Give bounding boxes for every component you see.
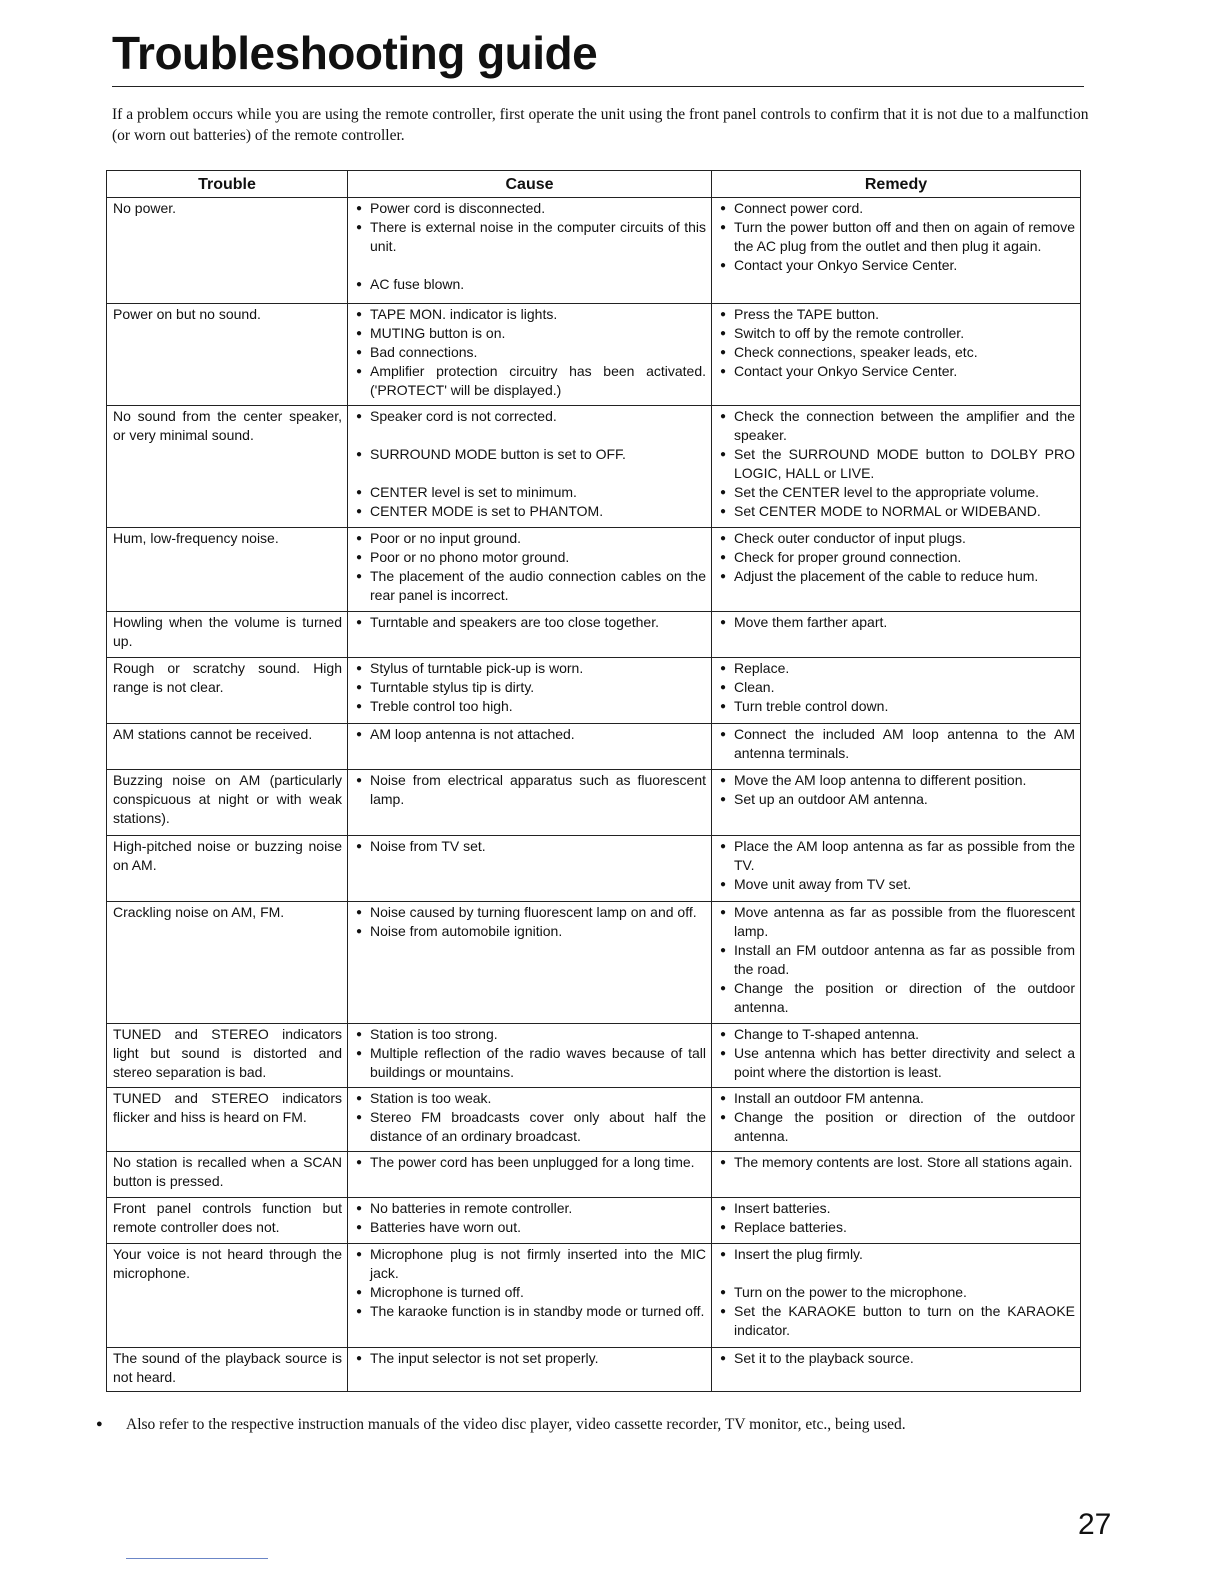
header-trouble: Trouble — [107, 171, 348, 198]
cause-item: ● TAPE MON. indicator is lights. — [354, 305, 706, 324]
cause-item: ● Noise from TV set. — [354, 837, 706, 856]
cause-item: ● Poor or no input ground. — [354, 529, 706, 548]
remedy-item: ● Switch to off by the remote controller. — [718, 324, 1075, 343]
trouble-cell: AM stations cannot be received. — [107, 724, 348, 770]
remedy-item: ● Replace batteries. — [718, 1218, 1075, 1237]
remedy-cell — [712, 1244, 1081, 1348]
cause-item: ● Batteries have worn out. — [354, 1218, 706, 1237]
remedy-item: ● Set CENTER MODE to NORMAL or WIDEBAND. — [718, 502, 1075, 521]
cause-item: ● The karaoke function is in standby mode or turned off. — [354, 1302, 706, 1321]
remedy-cell — [712, 1088, 1081, 1152]
remedy-item: ● Set it to the playback source. — [718, 1349, 1075, 1368]
cause-item: ● Amplifier protection circuitry has been activated. ('PROTECT' will be displayed.) — [354, 362, 706, 400]
cause-item: ● The input selector is not set properly. — [354, 1349, 706, 1368]
table-row — [107, 1198, 1081, 1244]
cause-item: ● MUTING button is on. — [354, 324, 706, 343]
remedy-item: ● Turn treble control down. — [718, 697, 1075, 716]
cause-item: ● CENTER level is set to minimum. — [354, 483, 706, 502]
footnote — [96, 1416, 1096, 1434]
remedy-item: ● Turn the power button off and then on again of remove the AC plug from the outlet and then plug it again. — [718, 218, 1075, 256]
cause-item: ● Station is too weak. — [354, 1089, 706, 1108]
table-row — [107, 902, 1081, 1024]
remedy-item: ● Set the CENTER level to the appropriate volume. — [718, 483, 1075, 502]
cause-item: ● Multiple reflection of the radio waves because of tall buildings or mountains. — [354, 1044, 706, 1082]
cause-cell — [348, 528, 712, 612]
cause-item: ● Bad connections. — [354, 343, 706, 362]
cause-item: ● Noise caused by turning fluorescent lamp on and off. — [354, 903, 706, 922]
cause-item: ● Turntable and speakers are too close together. — [354, 613, 706, 632]
header-remedy: Remedy — [712, 171, 1081, 198]
cause-cell — [348, 1152, 712, 1198]
cause-cell — [348, 724, 712, 770]
cause-cell — [348, 770, 712, 836]
remedy-item: ● Contact your Onkyo Service Center. — [718, 256, 1075, 275]
trouble-cell: Hum, low-frequency noise. — [107, 528, 348, 612]
table-row — [107, 528, 1081, 612]
cause-item: ● AC fuse blown. — [354, 275, 706, 294]
remedy-item: ● Change the position or direction of the outdoor antenna. — [718, 1108, 1075, 1146]
remedy-item: ● Move unit away from TV set. — [718, 875, 1075, 894]
table-row — [107, 770, 1081, 836]
trouble-cell: Howling when the volume is turned up. — [107, 612, 348, 658]
cause-item: ● The power cord has been unplugged for a long time. — [354, 1153, 706, 1172]
cause-cell — [348, 406, 712, 528]
table-row — [107, 612, 1081, 658]
table-header-row — [107, 171, 1081, 198]
remedy-item: ● Check the connection between the amplifier and the speaker. — [718, 407, 1075, 445]
remedy-item: ● The memory contents are lost. Store all stations again. — [718, 1153, 1075, 1172]
cause-cell — [348, 1024, 712, 1088]
remedy-item: ● Move the AM loop antenna to different position. — [718, 771, 1075, 790]
header-cause: Cause — [348, 171, 712, 198]
remedy-item: ● Set up an outdoor AM antenna. — [718, 790, 1075, 809]
cause-item: ● Power cord is disconnected. — [354, 199, 706, 218]
trouble-cell: Power on but no sound. — [107, 304, 348, 406]
remedy-item: ● Insert the plug firmly. — [718, 1245, 1075, 1264]
remedy-item: ● Set the SURROUND MODE button to DOLBY PRO LOGIC, HALL or LIVE. — [718, 445, 1075, 483]
intro-paragraph: If a problem occurs while you are using the remote controller, first operate the unit using the front panel controls to confirm that it is not due to a malfunction (or worn out batteries) of the remote controller. — [112, 106, 1089, 144]
remedy-item: ● Set the KARAOKE button to turn on the KARAOKE indicator. — [718, 1302, 1075, 1340]
remedy-cell — [712, 1024, 1081, 1088]
table-row — [107, 1244, 1081, 1348]
remedy-item: ● Turn on the power to the microphone. — [718, 1283, 1075, 1302]
table-row — [107, 304, 1081, 406]
remedy-cell — [712, 304, 1081, 406]
cause-item: ● The placement of the audio connection cables on the rear panel is incorrect. — [354, 567, 706, 605]
trouble-cell: The sound of the playback source is not heard. — [107, 1348, 348, 1392]
cause-item: ● There is external noise in the computer circuits of this unit. — [354, 218, 706, 256]
trouble-cell: No station is recalled when a SCAN button is pressed. — [107, 1152, 348, 1198]
cause-item: ● Stylus of turntable pick-up is worn. — [354, 659, 706, 678]
remedy-item: ● Connect power cord. — [718, 199, 1075, 218]
remedy-item: ● Install an FM outdoor antenna as far as possible from the road. — [718, 941, 1075, 979]
cause-cell — [348, 304, 712, 406]
cause-item: ● Station is too strong. — [354, 1025, 706, 1044]
cause-cell — [348, 1348, 712, 1392]
remedy-item: ● Change the position or direction of the outdoor antenna. — [718, 979, 1075, 1017]
cause-item: ● AM loop antenna is not attached. — [354, 725, 706, 744]
page-title: Troubleshooting guide — [112, 27, 598, 79]
table-row — [107, 724, 1081, 770]
cause-item: ● Microphone is turned off. — [354, 1283, 706, 1302]
footer-line — [126, 1558, 268, 1559]
footnote-text: Also refer to the respective instruction manuals of the video disc player, video cassette recorder, TV monitor, etc., being used. — [126, 1416, 906, 1433]
remedy-item: ● Move them farther apart. — [718, 613, 1075, 632]
cause-cell — [348, 836, 712, 902]
remedy-cell — [712, 658, 1081, 724]
bullet-icon: ● — [96, 1418, 103, 1430]
cause-item: ● Speaker cord is not corrected. — [354, 407, 706, 426]
cause-cell — [348, 902, 712, 1024]
remedy-cell — [712, 528, 1081, 612]
table-row — [107, 836, 1081, 902]
remedy-cell — [712, 836, 1081, 902]
trouble-cell: Crackling noise on AM, FM. — [107, 902, 348, 1024]
remedy-cell — [712, 770, 1081, 836]
remedy-item: ● Install an outdoor FM antenna. — [718, 1089, 1075, 1108]
remedy-item: ● Check outer conductor of input plugs. — [718, 529, 1075, 548]
trouble-cell: Front panel controls function but remote controller does not. — [107, 1198, 348, 1244]
remedy-item: ● Press the TAPE button. — [718, 305, 1075, 324]
trouble-cell: No power. — [107, 198, 348, 304]
remedy-item: ● Check for proper ground connection. — [718, 548, 1075, 567]
page-number: 27 — [1078, 1508, 1112, 1541]
trouble-cell: Rough or scratchy sound. High range is not clear. — [107, 658, 348, 724]
trouble-cell: Buzzing noise on AM (particularly conspicuous at night or with weak stations). — [107, 770, 348, 836]
trouble-cell: No sound from the center speaker, or very minimal sound. — [107, 406, 348, 528]
trouble-cell: High-pitched noise or buzzing noise on AM. — [107, 836, 348, 902]
cause-cell — [348, 658, 712, 724]
remedy-cell — [712, 198, 1081, 304]
remedy-item: ● Use antenna which has better directivity and select a point where the distortion is least. — [718, 1044, 1075, 1082]
trouble-cell: TUNED and STEREO indicators light but sound is distorted and stereo separation is bad. — [107, 1024, 348, 1088]
remedy-cell — [712, 902, 1081, 1024]
remedy-cell — [712, 1348, 1081, 1392]
cause-item: ● Turntable stylus tip is dirty. — [354, 678, 706, 697]
cause-item: ● Noise from electrical apparatus such as fluorescent lamp. — [354, 771, 706, 809]
remedy-item: ● Check connections, speaker leads, etc. — [718, 343, 1075, 362]
remedy-item: ● Contact your Onkyo Service Center. — [718, 362, 1075, 381]
table-row — [107, 406, 1081, 528]
remedy-cell — [712, 1152, 1081, 1198]
remedy-cell — [712, 1198, 1081, 1244]
remedy-item: ● Adjust the placement of the cable to reduce hum. — [718, 567, 1075, 586]
troubleshooting-table — [106, 170, 1081, 1392]
table-row — [107, 198, 1081, 304]
cause-item: ● Noise from automobile ignition. — [354, 922, 706, 941]
remedy-item: ● Place the AM loop antenna as far as possible from the TV. — [718, 837, 1075, 875]
table-row — [107, 1348, 1081, 1392]
remedy-item: ● Change to T-shaped antenna. — [718, 1025, 1075, 1044]
table-row — [107, 1088, 1081, 1152]
remedy-cell — [712, 724, 1081, 770]
remedy-item: ● Insert batteries. — [718, 1199, 1075, 1218]
remedy-cell — [712, 612, 1081, 658]
cause-cell — [348, 1198, 712, 1244]
cause-item: ● Treble control too high. — [354, 697, 706, 716]
cause-item: ● CENTER MODE is set to PHANTOM. — [354, 502, 706, 521]
cause-item: ● Poor or no phono motor ground. — [354, 548, 706, 567]
table-row — [107, 1024, 1081, 1088]
remedy-item: ● Connect the included AM loop antenna to the AM antenna terminals. — [718, 725, 1075, 763]
cause-cell — [348, 612, 712, 658]
remedy-item: ● Clean. — [718, 678, 1075, 697]
cause-cell — [348, 1088, 712, 1152]
cause-cell — [348, 198, 712, 304]
cause-item: ● No batteries in remote controller. — [354, 1199, 706, 1218]
trouble-cell: Your voice is not heard through the microphone. — [107, 1244, 348, 1348]
cause-item: ● Stereo FM broadcasts cover only about half the distance of an ordinary broadcast. — [354, 1108, 706, 1146]
title-rule — [112, 86, 1084, 87]
table-row — [107, 658, 1081, 724]
remedy-item: ● Move antenna as far as possible from the fluorescent lamp. — [718, 903, 1075, 941]
remedy-item: ● Replace. — [718, 659, 1075, 678]
cause-cell — [348, 1244, 712, 1348]
cause-item: ● Microphone plug is not firmly inserted into the MIC jack. — [354, 1245, 706, 1283]
table-row — [107, 1152, 1081, 1198]
trouble-cell: TUNED and STEREO indicators flicker and hiss is heard on FM. — [107, 1088, 348, 1152]
cause-item: ● SURROUND MODE button is set to OFF. — [354, 445, 706, 464]
remedy-cell — [712, 406, 1081, 528]
